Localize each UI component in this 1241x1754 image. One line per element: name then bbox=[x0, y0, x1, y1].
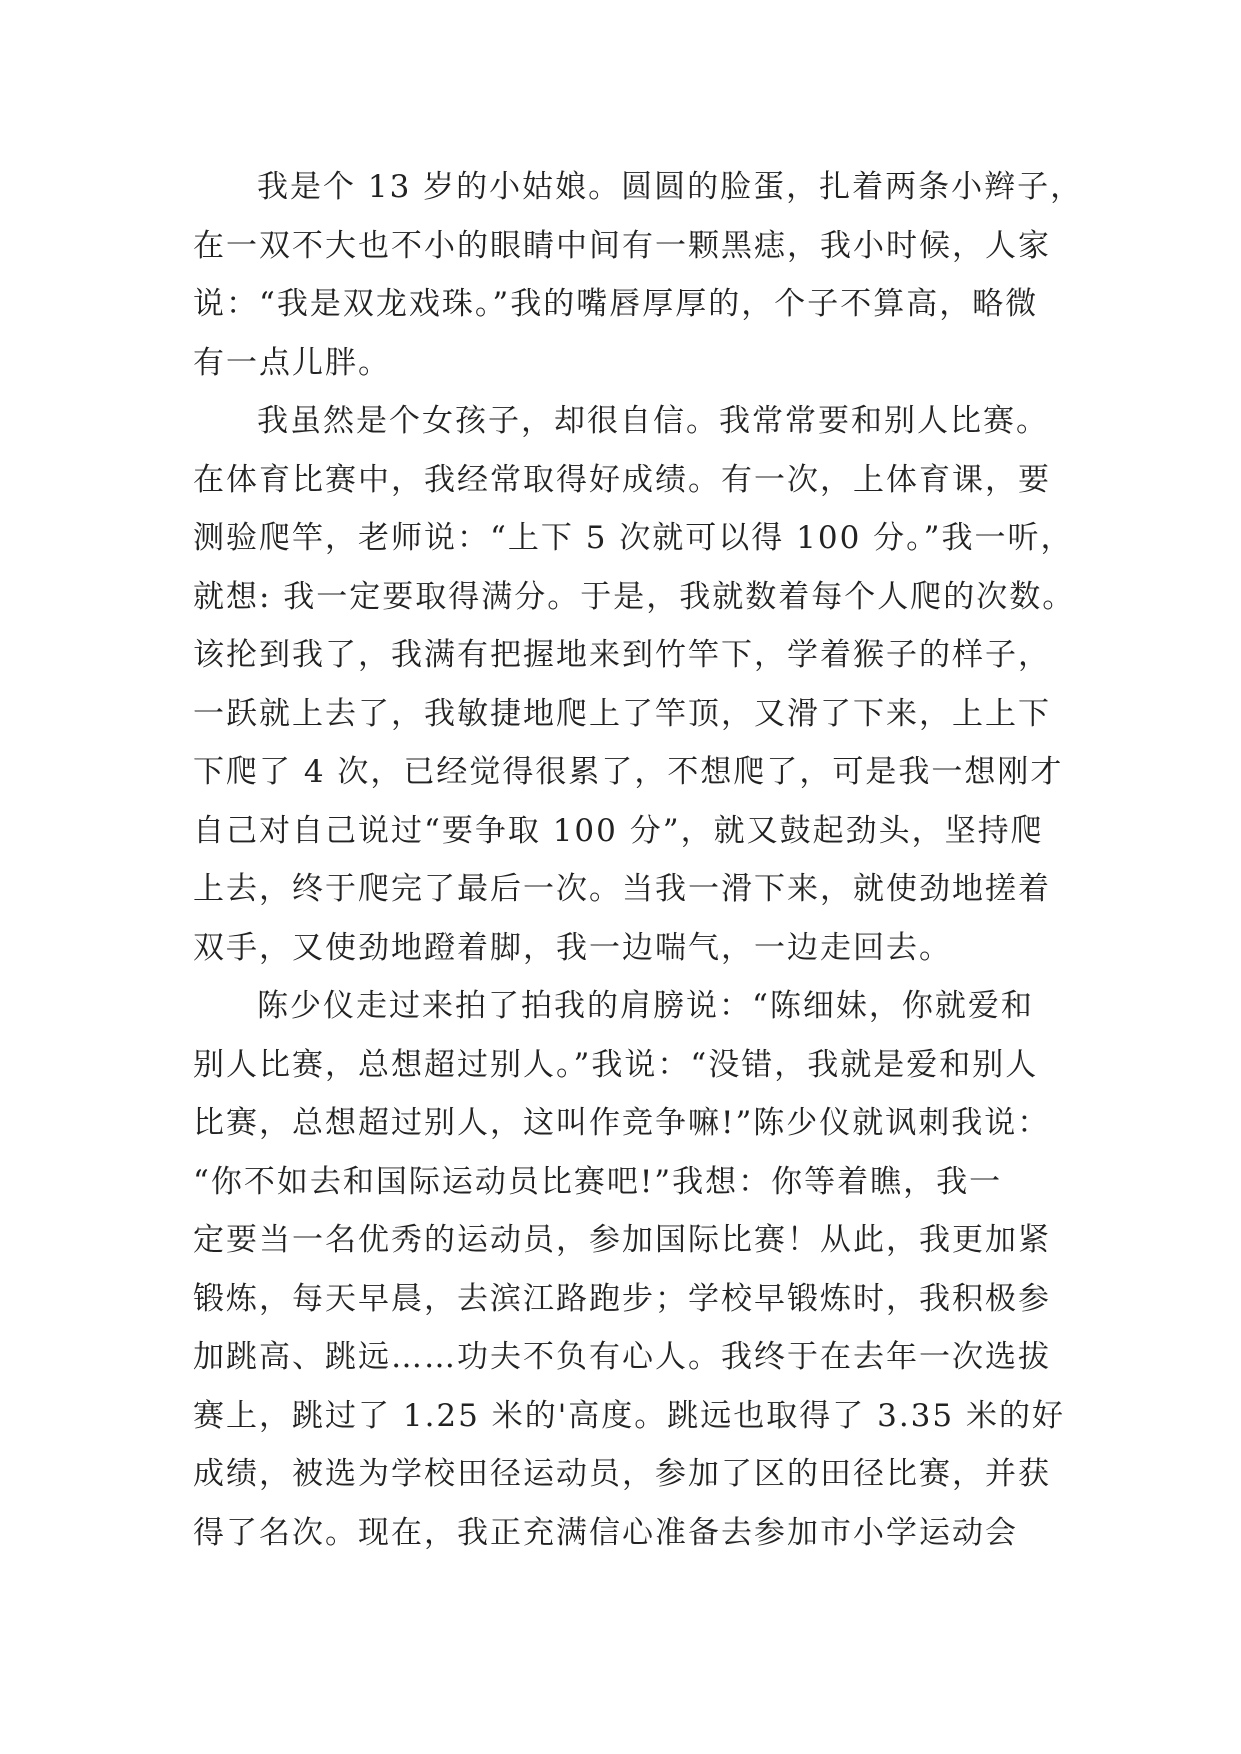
text-line: 测验爬竿，老师说：“上下 5 次就可以得 100 分。”我一听， bbox=[193, 520, 1074, 556]
text-line: “你不如去和国际运动员比赛吧!”我想：你等着瞧，我一 bbox=[193, 1163, 1003, 1200]
text-line: 说：“我是双龙戏珠。”我的嘴唇厚厚的，个子不算高，略微 bbox=[193, 286, 1039, 322]
text-line: 上去，终于爬完了最后一次。当我一滑下来，就使劲地搓着 bbox=[193, 871, 1051, 907]
text-line: 在一双不大也不小的眼睛中间有一颗黑痣，我小时候，人家 bbox=[193, 227, 1051, 264]
text-line: 在体育比赛中，我经常取得好成绩。有一次，上体育课，要 bbox=[193, 461, 1051, 498]
text-line: 有一点儿胖。 bbox=[193, 344, 391, 381]
text-line: 定要当一名优秀的运动员，参加国际比赛！从此，我更加紧 bbox=[193, 1222, 1051, 1258]
text-line: 该抡到我了，我满有把握地来到竹竿下，学着猴子的样子， bbox=[193, 637, 1051, 673]
text-line: 就想: 我一定要取得满分。于是，我就数着每个人爬的次数。 bbox=[193, 578, 1076, 615]
text-line: 比赛，总想超过别人，这叫作竞争嘛!”陈少仪就讽刺我说： bbox=[193, 1105, 1051, 1141]
text-line: 得了名次。现在，我正充满信心准备去参加市小学运动会 bbox=[193, 1514, 1018, 1551]
text-line: 成绩，被选为学校田径运动员，参加了区的田径比赛，并获 bbox=[193, 1456, 1051, 1492]
text-line: 陈少仪走过来拍了拍我的肩膀说：“陈细妹，你就爱和 bbox=[257, 988, 1034, 1024]
text-line: 我是个 13 岁的小姑娘。圆圆的脸蛋，扎着两条小辫子， bbox=[257, 169, 1084, 205]
text-line: 一跃就上去了，我敏捷地爬上了竿顶，又滑了下来，上上下 bbox=[193, 695, 1051, 732]
text-line: 我虽然是个女孩子，却很自信。我常常要和别人比赛。 bbox=[257, 403, 1049, 439]
text-line: 锻炼，每天早晨，去滨江路跑步；学校早锻炼时，我积极参 bbox=[193, 1280, 1051, 1317]
text-line: 加跳高、跳远……功夫不负有心人。我终于在去年一次选拔 bbox=[193, 1339, 1051, 1375]
text-line: 赛上，跳过了 1.25 米的'高度。跳远也取得了 3.35 米的好 bbox=[193, 1397, 1065, 1434]
text-line: 别人比赛，总想超过别人。”我说：“没错，我就是爱和别人 bbox=[193, 1046, 1039, 1083]
text-line: 自己对自己说过“要争取 100 分”，就又鼓起劲头，坚持爬 bbox=[193, 812, 1044, 849]
text-line: 下爬了 4 次，已经觉得很累了，不想爬了，可是我一想刚才 bbox=[193, 754, 1064, 790]
text-line: 双手，又使劲地蹬着脚，我一边喘气，一边走回去。 bbox=[193, 929, 952, 966]
essay-body bbox=[193, 158, 1093, 1562]
